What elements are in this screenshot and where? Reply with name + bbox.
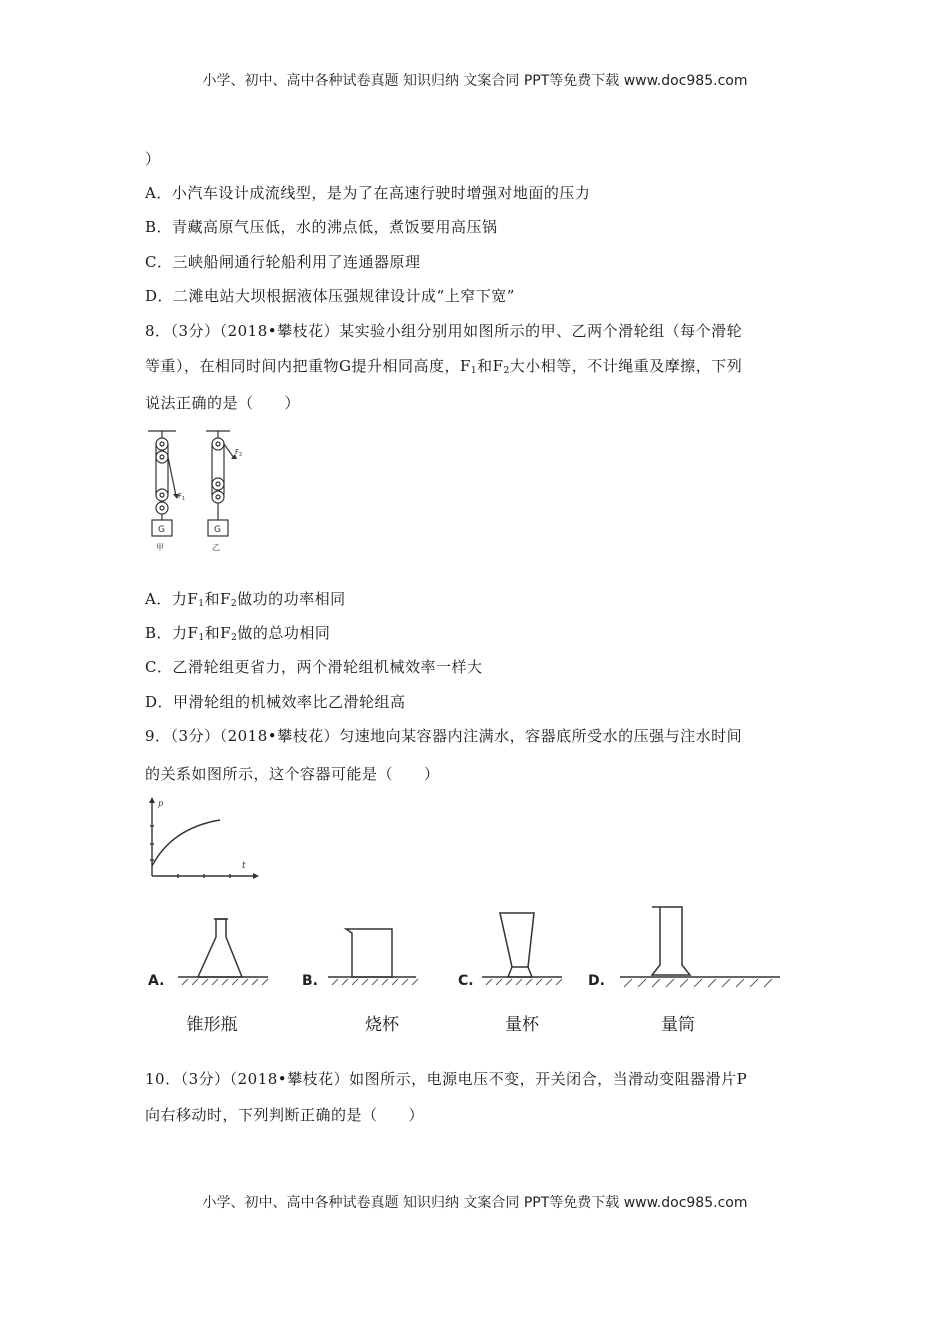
choice-c-letter: C.: [458, 973, 474, 989]
container-choices-figure: [142, 905, 802, 997]
q10-stem-line2: 向右移动时，下列判断正确的是（ ）: [145, 1106, 425, 1124]
beaker-shape: [346, 929, 392, 977]
graduated-cylinder-shape: [652, 907, 690, 975]
page-header: 小学、初中、高中各种试卷真题 知识归纳 文案合同 PPT等免费下载 www.doc985.com: [202, 73, 748, 89]
q8-stem-line2: 等重），在相同时间内把重物G提升相同高度，$F_1$和$F_2$大小相等，不计绳重及摩擦，下列: [145, 357, 743, 376]
label-jia: 甲: [156, 543, 164, 552]
q8-option-b: B．力$F_1$和$F_2$做的总功相同: [145, 624, 331, 643]
q10-stem-line1: 10．（3分）（2018•攀枝花）如图所示，电源电压不变，开关闭合，当滑动变阻器滑片P: [145, 1070, 748, 1088]
q8-stem-line1: 8．（3分）（2018•攀枝花）某实验小组分别用如图所示的甲、乙两个滑轮组（每个滑轮: [145, 322, 743, 340]
choice-c-name: 量杯: [505, 1015, 539, 1035]
y-axis-label: p: [158, 799, 164, 808]
conical-flask-shape: [198, 919, 242, 977]
page-footer: 小学、初中、高中各种试卷真题 知识归纳 文案合同 PPT等免费下载 www.doc985.com: [202, 1195, 748, 1211]
q8-option-c: C．乙滑轮组更省力，两个滑轮组机械效率一样大: [145, 658, 483, 676]
q7-option-c: C．三峡船闸通行轮船利用了连通器原理: [145, 253, 421, 271]
force2-label: $F_2$: [235, 448, 243, 458]
force1-label: $F_1$: [178, 492, 186, 502]
q9-stem-line1: 9．（3分）（2018•攀枝花）匀速地向某容器内注满水，容器底所受水的压强与注水时间: [145, 727, 743, 745]
movable-pulley-jia-2: [156, 502, 168, 514]
pulley-system-figure: [142, 428, 252, 556]
label-yi: 乙: [212, 543, 220, 552]
movable-pulley-yi-2: [212, 491, 224, 503]
fixed-pulley-yi-1: [212, 438, 224, 450]
choice-d-letter: D.: [588, 973, 605, 989]
choice-b-name: 烧杯: [365, 1015, 399, 1035]
choice-d-name: 量筒: [661, 1015, 695, 1035]
pressure-time-graph: [142, 796, 262, 884]
q7-option-d: D．二滩电站大坝根据液体压强规律设计成“上窄下宽”: [145, 287, 515, 305]
q7-tail: ）: [145, 150, 161, 168]
movable-pulley-yi-1: [212, 478, 224, 490]
load-yi-label: G: [214, 525, 221, 535]
q8-option-d: D．甲滑轮组的机械效率比乙滑轮组高: [145, 693, 406, 711]
pressure-curve: [152, 820, 220, 866]
measuring-cup-shape: [500, 913, 534, 967]
load-jia-label: G: [158, 525, 165, 535]
movable-pulley-jia-1: [156, 489, 168, 501]
fixed-pulley-jia-1: [156, 438, 168, 450]
choice-a-name: 锥形瓶: [186, 1015, 238, 1035]
q7-option-a: A．小汽车设计成流线型，是为了在高速行驶时增强对地面的压力: [145, 184, 591, 202]
x-axis-label: t: [242, 861, 246, 871]
choice-a-letter: A.: [148, 973, 165, 989]
choice-b-letter: B.: [302, 973, 318, 989]
q8-option-a: A．力$F_1$和$F_2$做功的功率相同: [145, 590, 346, 609]
q9-stem-line2: 的关系如图所示，这个容器可能是（ ）: [145, 765, 440, 783]
fixed-pulley-jia-2: [156, 451, 168, 463]
q8-stem-line3: 说法正确的是（ ）: [145, 394, 301, 412]
q7-option-b: B．青藏高原气压低，水的沸点低，煮饭要用高压锅: [145, 218, 498, 236]
